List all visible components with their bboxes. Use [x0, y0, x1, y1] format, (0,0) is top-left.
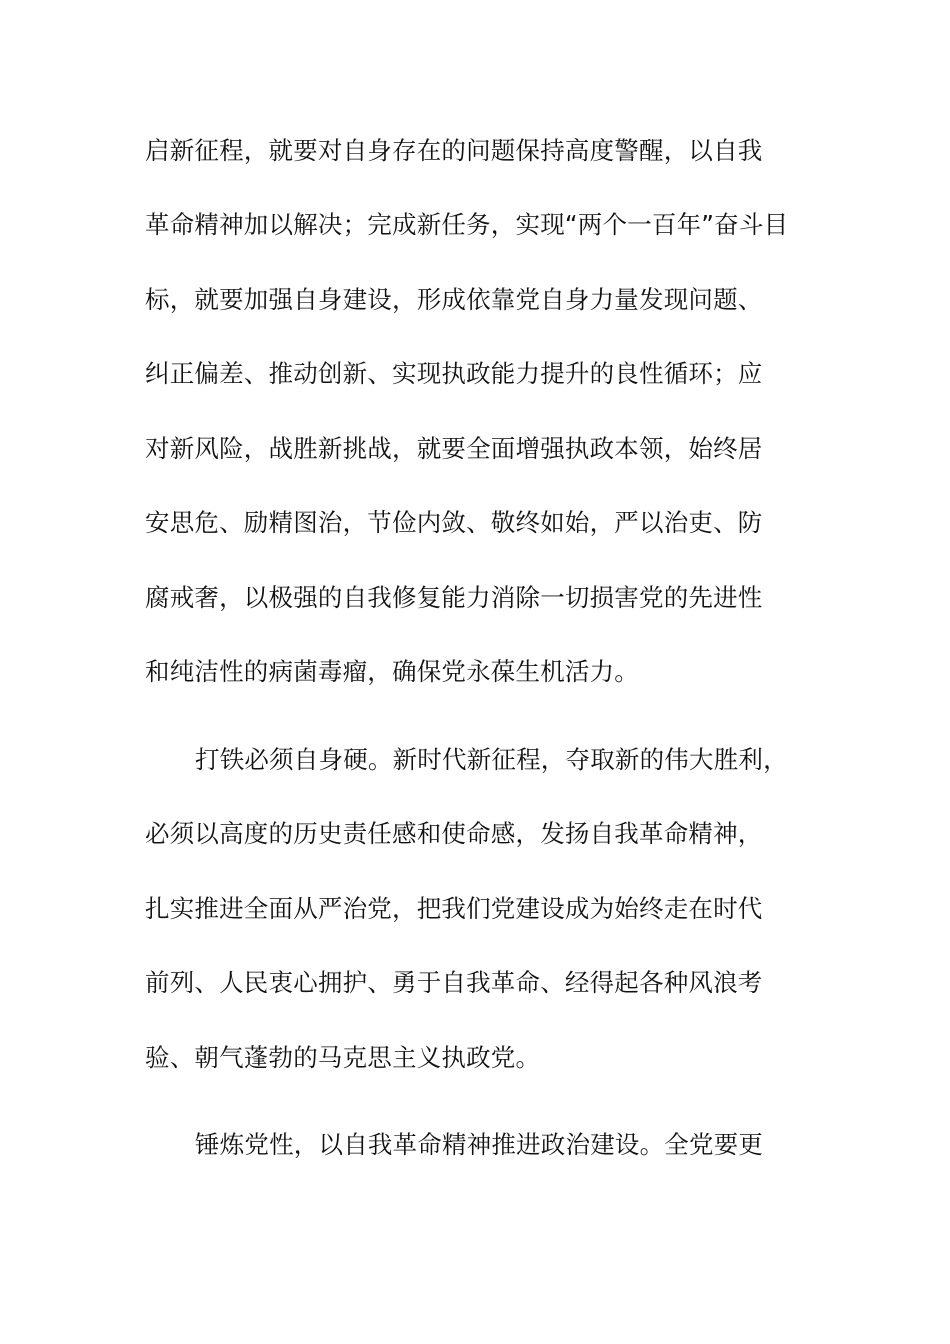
paragraph-1-line-1: 启新征程，就要对自身存在的问题保持高度警醒，以自我	[145, 136, 763, 165]
paragraph-1-line-8: 和纯洁性的病菌毒瘤，确保党永葆生机活力。	[145, 657, 639, 686]
paragraph-3-line-1: 锤炼党性，以自我革命精神推进政治建设。全党要更	[195, 1130, 764, 1159]
paragraph-1-line-4: 纠正偏差、推动创新、实现执政能力提升的良性循环；应	[145, 359, 763, 388]
paragraph-1-line-2: 革命精神加以解决；完成新任务，实现“两个一百年”奋斗目	[145, 210, 789, 239]
paragraph-1-line-6: 安思危、励精图治，节俭内敛、敬终如始，严以治吏、防	[145, 508, 763, 537]
paragraph-2-line-1: 打铁必须自身硬。新时代新征程，夺取新的伟大胜利，	[195, 745, 788, 774]
paragraph-1-line-7: 腐戒奢，以极强的自我修复能力消除一切损害党的先进性	[145, 583, 763, 612]
paragraph-2-line-5: 验、朝气蓬勃的马克思主义执政党。	[145, 1043, 541, 1072]
paragraph-1-line-5: 对新风险，战胜新挑战，就要全面增强执政本领，始终居	[145, 434, 763, 463]
paragraph-1-line-3: 标，就要加强自身建设，形成依靠党自身力量发现问题、	[145, 285, 763, 314]
paragraph-2-line-3: 扎实推进全面从严治党，把我们党建设成为始终走在时代	[145, 894, 763, 923]
paragraph-2-line-4: 前列、人民衷心拥护、勇于自我革命、经得起各种风浪考	[145, 968, 763, 997]
paragraph-2-line-2: 必须以高度的历史责任感和使命感，发扬自我革命精神，	[145, 819, 763, 848]
